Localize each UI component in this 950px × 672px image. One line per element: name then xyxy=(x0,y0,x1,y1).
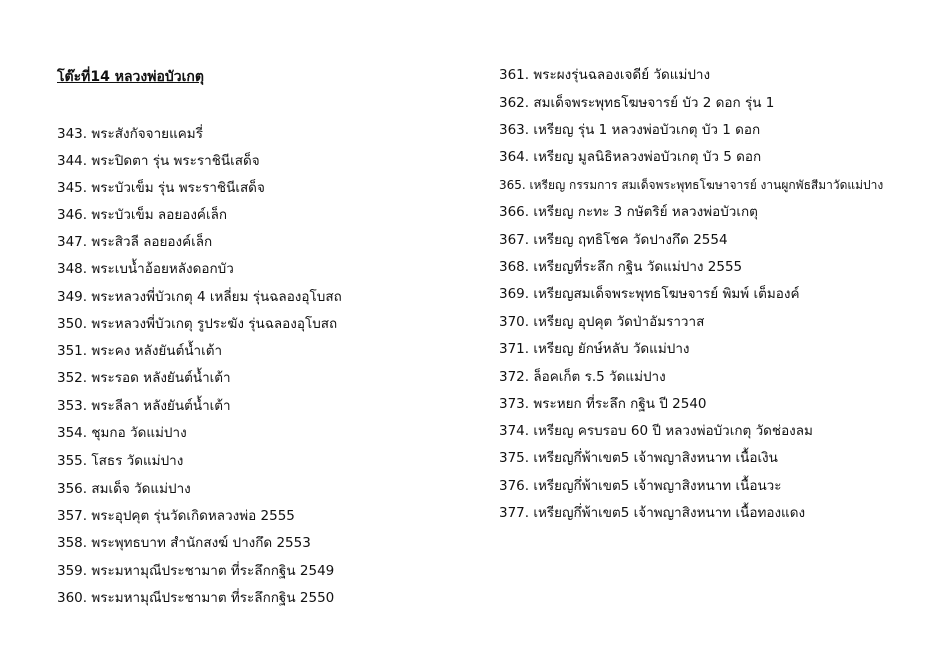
list-item: 368. เหรียญที่ระลึก กฐิน วัดแม่ปาง 2555 xyxy=(499,259,743,275)
list-item: 360. พระมหามุณีประชามาต ที่ระลึกกฐิน 2550 xyxy=(57,590,335,606)
list-item: 365. เหรียญ กรรมการ สมเด็จพระพุทธโฆษาจารย์ งานผูกพัธสีมาวัดแม่ปาง xyxy=(499,178,884,192)
list-item: 355. โสธร วัดแม่ปาง xyxy=(57,453,184,469)
list-item: 351. พระคง หลังยันต์น้ำเต้า xyxy=(57,343,223,359)
list-item: 348. พระเบน้ำอ้อยหลังดอกบัว xyxy=(57,261,234,277)
list-item: 353. พระลีลา หลังยันต์น้ำเต้า xyxy=(57,398,231,414)
table-title: โต๊ะที่14 หลวงพ่อบัวเกตุ xyxy=(57,69,204,85)
list-item: 375. เหรียญกึ่พ้าเขต5 เจ้าพญาสิงหนาท เนื้อเงิน xyxy=(499,450,778,466)
list-item: 350. พระหลวงพี่บัวเกตุ รูประฆัง รุ่นฉลองอุโบสถ xyxy=(57,316,338,332)
list-item: 362. สมเด็จพระพุทธโฆษจารย์ บัว 2 ดอก รุ่น 1 xyxy=(499,95,775,111)
list-item: 364. เหรียญ มูลนิธิหลวงพ่อบัวเกตุ บัว 5 ดอก xyxy=(499,149,762,165)
list-item: 356. สมเด็จ วัดแม่ปาง xyxy=(57,481,191,497)
list-item: 352. พระรอด หลังยันต์น้ำเต้า xyxy=(57,370,231,386)
list-item: 359. พระมหามุณีประชามาต ที่ระลึกกฐิน 2549 xyxy=(57,563,335,579)
list-item: 349. พระหลวงพี่บัวเกตุ 4 เหลี่ยม รุ่นฉลองอุโบสถ xyxy=(57,289,342,305)
list-item: 363. เหรียญ รุ่น 1 หลวงพ่อบัวเกตุ บัว 1 ดอก xyxy=(499,122,761,138)
list-item: 345. พระบัวเข็ม รุ่น พระราชินีเสด็จ xyxy=(57,180,265,196)
list-item: 358. พระพุทธบาท สำนักสงฆ์ ปางกึด 2553 xyxy=(57,535,311,551)
list-item: 361. พระผงรุ่นฉลองเจดีย์ วัดแม่ปาง xyxy=(499,67,711,83)
list-item: 344. พระปิดตา รุ่น พระราชินีเสด็จ xyxy=(57,153,260,169)
list-item: 366. เหรียญ กะทะ 3 กษัตริย์ หลวงพ่อบัวเกตุ xyxy=(499,204,758,220)
list-item: 369. เหรียญสมเด็จพระพุทธโฆษจารย์ พิมพ์ เต็มองค์ xyxy=(499,286,800,302)
list-item: 354. ชุมกอ วัดแม่ปาง xyxy=(57,425,187,441)
list-item: 373. พระหยก ที่ระลึก กฐิน ปี 2540 xyxy=(499,396,707,412)
list-item: 371. เหรียญ ยักษ์หลับ วัดแม่ปาง xyxy=(499,341,690,357)
list-item: 370. เหรียญ อุปคุต วัดป่าอัมราวาส xyxy=(499,314,705,330)
list-item: 347. พระสิวลี ลอยองค์เล็ก xyxy=(57,234,213,250)
list-item: 367. เหรียญ ฤทธิโชค วัดปางกึด 2554 xyxy=(499,232,728,248)
list-item: 377. เหรียญกึ่พ้าเขต5 เจ้าพญาสิงหนาท เนื้อทองแดง xyxy=(499,505,806,521)
list-item: 372. ล็อคเก็ต ร.5 วัดแม่ปาง xyxy=(499,369,666,385)
list-item: 343. พระสังกัจจายแคมรี่ xyxy=(57,126,203,142)
list-item: 346. พระบัวเข็ม ลอยองค์เล็ก xyxy=(57,207,228,223)
list-item: 374. เหรียญ ครบรอบ 60 ปี หลวงพ่อบัวเกตุ วัดช่องลม xyxy=(499,423,813,439)
list-item: 376. เหรียญกึ่พ้าเขต5 เจ้าพญาสิงหนาท เนื้อนวะ xyxy=(499,478,782,494)
list-item: 357. พระอุปคุต รุ่นวัดเกิดหลวงพ่อ 2555 xyxy=(57,508,295,524)
